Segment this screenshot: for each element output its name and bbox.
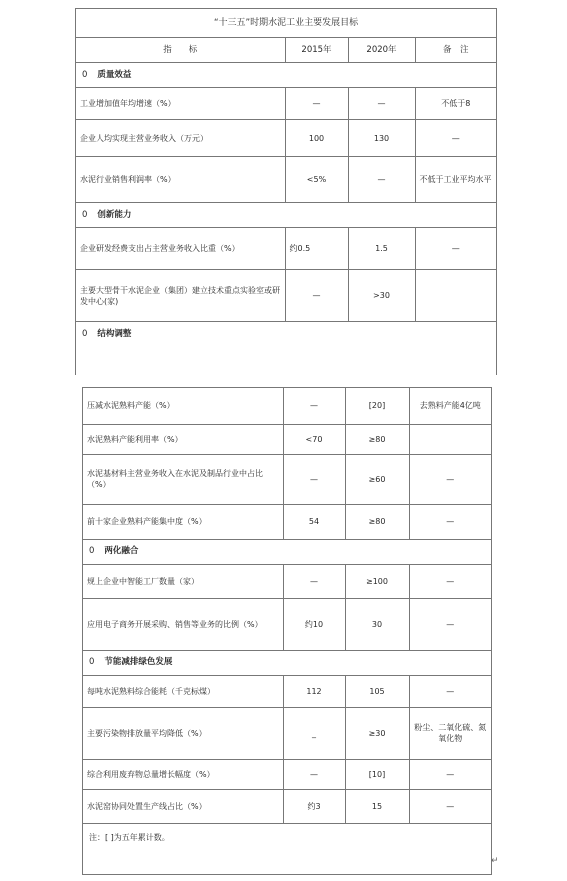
cell-note: — bbox=[409, 598, 491, 650]
table-bottom-panel bbox=[82, 387, 492, 875]
cell-2020: 130 bbox=[348, 120, 415, 157]
table-row bbox=[83, 564, 491, 598]
table-row bbox=[76, 157, 496, 203]
section-row-innovation bbox=[76, 203, 496, 228]
section-row-quality bbox=[76, 63, 496, 88]
cell-indicator: 压减水泥熟料产能（%） bbox=[83, 388, 283, 424]
cell-2020: — bbox=[348, 88, 415, 120]
table-row bbox=[83, 424, 491, 454]
cell-note: — bbox=[409, 564, 491, 598]
header-indicator: 指 标 bbox=[76, 38, 285, 63]
table-title-row bbox=[76, 9, 496, 38]
section-row-structure bbox=[76, 322, 496, 347]
cell-indicator: 水泥窑协同处置生产线占比（%） bbox=[83, 789, 283, 823]
cell-note: 去熟料产能4亿吨 bbox=[409, 388, 491, 424]
cell-2020: ≥100 bbox=[345, 564, 409, 598]
cell-indicator: 企业人均实现主营业务收入（万元） bbox=[76, 120, 285, 157]
cell-note: — bbox=[409, 675, 491, 707]
cell-2020: ≥30 bbox=[345, 707, 409, 759]
header-note: 备 注 bbox=[415, 38, 496, 63]
table-row bbox=[83, 388, 491, 424]
cell-note bbox=[409, 424, 491, 454]
section-title: 两化融合 bbox=[104, 546, 139, 556]
section-marker: 0 bbox=[89, 657, 95, 667]
targets-table-bottom bbox=[83, 388, 491, 852]
cell-note: — bbox=[409, 759, 491, 789]
cell-2015: <5% bbox=[285, 157, 348, 203]
cell-indicator: 工业增加值年均增速（%） bbox=[76, 88, 285, 120]
table-row bbox=[83, 707, 491, 759]
footnote-row bbox=[83, 823, 491, 852]
document-page bbox=[75, 8, 495, 875]
paragraph-mark: ↵ bbox=[491, 856, 499, 866]
cell-indicator: 水泥行业销售利润率（%） bbox=[76, 157, 285, 203]
targets-table-top bbox=[76, 9, 496, 346]
cell-2020: [10] bbox=[345, 759, 409, 789]
section-title: 节能减排绿色发展 bbox=[104, 657, 173, 667]
cell-note bbox=[415, 270, 496, 322]
section-title: 创新能力 bbox=[97, 209, 132, 220]
cell-indicator: 综合利用废弃物总量增长幅度（%） bbox=[83, 759, 283, 789]
table-title: “十三五”时期水泥工业主要发展目标 bbox=[76, 9, 496, 38]
cell-indicator: 水泥基材料主营业务收入在水泥及制品行业中占比（%） bbox=[83, 454, 283, 504]
cell-2015: 100 bbox=[285, 120, 348, 157]
section-row-integration bbox=[83, 539, 491, 564]
cell-note: 粉尘、二氧化硫、氮氧化物 bbox=[409, 707, 491, 759]
cell-indicator: 前十家企业熟料产能集中度（%） bbox=[83, 504, 283, 539]
cell-2015: — bbox=[283, 388, 345, 424]
section-title: 结构调整 bbox=[97, 328, 132, 339]
cell-2015: — bbox=[283, 759, 345, 789]
cell-2015: — bbox=[283, 564, 345, 598]
section-marker: 0 bbox=[82, 328, 88, 339]
section-marker: 0 bbox=[89, 546, 95, 556]
table-row bbox=[76, 88, 496, 120]
table-row bbox=[83, 789, 491, 823]
cell-2020: ≥80 bbox=[345, 424, 409, 454]
cell-2015: 约0.5 bbox=[285, 228, 348, 270]
cell-2015: 约3 bbox=[283, 789, 345, 823]
cell-2015: <70 bbox=[283, 424, 345, 454]
cell-note: — bbox=[415, 228, 496, 270]
cell-note: 不低于工业平均水平 bbox=[415, 157, 496, 203]
cell-2015: — bbox=[285, 88, 348, 120]
cell-2015: 112 bbox=[283, 675, 345, 707]
cell-indicator: 主要大型骨干水泥企业（集团）建立技术重点实验室或研发中心(家) bbox=[76, 270, 285, 322]
section-title: 质量效益 bbox=[97, 69, 132, 80]
cell-2020: — bbox=[348, 157, 415, 203]
cell-2020: 105 bbox=[345, 675, 409, 707]
cell-note: — bbox=[409, 789, 491, 823]
cell-2020: [20] bbox=[345, 388, 409, 424]
cell-2020: ≥60 bbox=[345, 454, 409, 504]
table-row bbox=[83, 759, 491, 789]
table-row bbox=[83, 504, 491, 539]
header-2015: 2015年 bbox=[285, 38, 348, 63]
section-row-green bbox=[83, 650, 491, 675]
cell-note: — bbox=[409, 454, 491, 504]
cell-note: — bbox=[415, 120, 496, 157]
cell-2015: _ bbox=[283, 707, 345, 759]
table-row bbox=[76, 120, 496, 157]
cell-2020: >30 bbox=[348, 270, 415, 322]
cell-indicator: 企业研发经费支出占主营业务收入比重（%） bbox=[76, 228, 285, 270]
table-row bbox=[83, 454, 491, 504]
cell-2015: 54 bbox=[283, 504, 345, 539]
header-2020: 2020年 bbox=[348, 38, 415, 63]
footnote: 注：[ ]为五年累计数。 bbox=[83, 823, 491, 852]
cell-2020: 15 bbox=[345, 789, 409, 823]
cell-2020: 30 bbox=[345, 598, 409, 650]
cell-indicator: 应用电子商务开展采购、销售等业务的比例（%） bbox=[83, 598, 283, 650]
table-header-row bbox=[76, 38, 496, 63]
cell-2020: 1.5 bbox=[348, 228, 415, 270]
table-row bbox=[83, 675, 491, 707]
cell-indicator: 主要污染物排放量平均降低（%） bbox=[83, 707, 283, 759]
table-row bbox=[76, 228, 496, 270]
cell-2020: ≥80 bbox=[345, 504, 409, 539]
cell-note: 不低于8 bbox=[415, 88, 496, 120]
section-marker: 0 bbox=[82, 209, 88, 220]
table-row bbox=[83, 598, 491, 650]
cell-2015: — bbox=[283, 454, 345, 504]
cell-note: — bbox=[409, 504, 491, 539]
cell-indicator: 每吨水泥熟料综合能耗（千克标煤） bbox=[83, 675, 283, 707]
cell-indicator: 规上企业中智能工厂数量（家） bbox=[83, 564, 283, 598]
section-marker: 0 bbox=[82, 69, 88, 80]
cell-indicator: 水泥熟料产能利用率（%） bbox=[83, 424, 283, 454]
table-row bbox=[76, 270, 496, 322]
table-top-panel bbox=[75, 8, 497, 375]
cell-2015: — bbox=[285, 270, 348, 322]
cell-2015: 约10 bbox=[283, 598, 345, 650]
